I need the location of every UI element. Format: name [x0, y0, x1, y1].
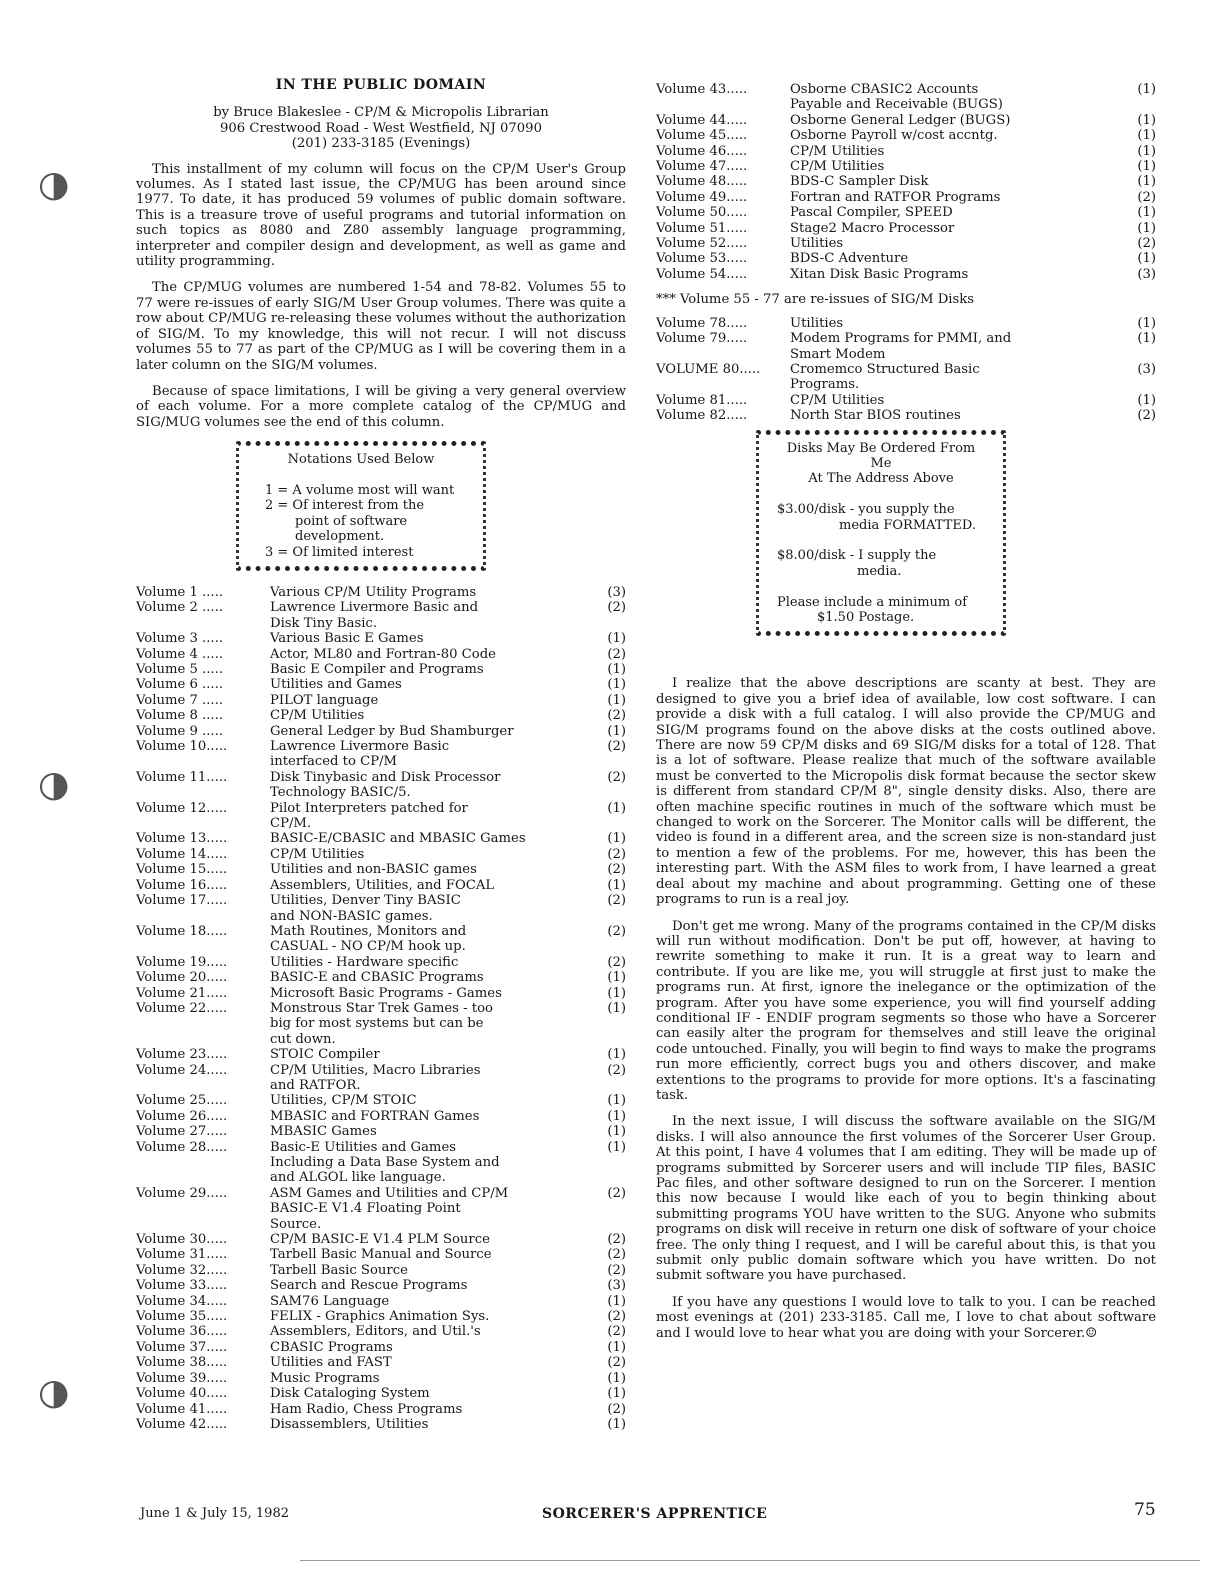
volume-rating: (2) [607, 1232, 626, 1248]
volume-description: CP/M Utilities [270, 846, 365, 862]
volume-rating: (1) [1137, 143, 1156, 159]
order-line: $8.00/disk - I supply the [777, 548, 937, 564]
volume-row [656, 128, 1156, 143]
volume-rating: (2) [607, 708, 626, 724]
notation-item: point of software [295, 513, 408, 529]
volume-label: Volume 29..... [136, 1185, 228, 1201]
volume-description: CP/M Utilities [790, 143, 885, 159]
volume-rating: (2) [1137, 236, 1156, 252]
byline-phone: (201) 233-3185 (Evenings) [291, 136, 471, 152]
order-line: $1.50 Postage. [817, 610, 915, 625]
volume-label: Volume 50..... [656, 205, 748, 221]
volume-rating: (1) [1137, 392, 1156, 408]
volume-label: Volume 53..... [656, 251, 748, 267]
volume-row [136, 1124, 626, 1139]
order-box [756, 430, 1006, 637]
volume-description: Modem Programs for PMMI, and Smart Modem [790, 331, 1012, 362]
volume-description: Actor, ML80 and Fortran-80 Code [270, 646, 496, 662]
volume-row [136, 585, 626, 600]
bottom-rule [300, 1560, 1200, 1561]
volume-row [136, 1386, 626, 1401]
volume-rating: (1) [607, 662, 626, 677]
volume-row [136, 1402, 626, 1417]
order-line: media FORMATTED. [839, 517, 977, 533]
volume-row [136, 1324, 626, 1339]
volume-row [656, 113, 1156, 128]
page-number: 75 [1134, 1500, 1156, 1520]
left-column [136, 78, 626, 1438]
volume-rating: (2) [607, 893, 626, 909]
volume-row [136, 1340, 626, 1355]
byline-author: by Bruce Blakeslee - CP/M & Micropolis Librarian [213, 105, 549, 121]
volume-rating: (2) [607, 1309, 626, 1325]
volume-rating: (1) [607, 677, 626, 693]
volume-list-left [136, 585, 626, 1432]
volume-label: Volume 38..... [136, 1355, 228, 1371]
volume-description: Utilities [790, 236, 844, 252]
volume-description: Utilities, Denver Tiny BASIC and NON-BASIC games. [270, 893, 461, 924]
volume-label: Volume 13..... [136, 831, 228, 847]
volume-description: Tarbell Basic Manual and Source [270, 1247, 492, 1263]
volume-description: ASM Games and Utilities and CP/M BASIC-E V1.4 Floating Point Source. [270, 1185, 509, 1232]
reissue-note: *** Volume 55 - 77 are re-issues of SIG/M Disks [656, 292, 975, 308]
volume-description: MBASIC and FORTRAN Games [270, 1108, 480, 1124]
volume-description: Osborne Payroll w/cost accntg. [790, 128, 998, 144]
volume-description: Xitan Disk Basic Programs [790, 266, 969, 282]
volume-rating: (2) [607, 646, 626, 662]
volume-row [136, 770, 626, 801]
order-line: Disks May Be Ordered From Me [786, 440, 980, 471]
volume-description: Basic-E Utilities and Games Including a Data Base System and and ALGOL like language. [270, 1139, 500, 1186]
volume-description: Stage2 Macro Processor [790, 220, 955, 236]
volume-description: Lawrence Livermore Basic and Disk Tiny Basic. [270, 600, 479, 631]
volume-description: Microsoft Basic Programs - Games [270, 985, 502, 1001]
volume-label: Volume 82..... [656, 408, 748, 424]
footer-date: June 1 & July 15, 1982 [140, 1506, 289, 1521]
notation-item: development. [295, 529, 385, 545]
volume-label: Volume 79..... [656, 331, 748, 347]
volume-rating: (1) [607, 631, 626, 647]
volume-label: Volume 10..... [136, 739, 228, 755]
volume-list-right [656, 82, 1156, 282]
volume-list-right-2 [656, 316, 1156, 424]
volume-label: Volume 9 ..... [136, 723, 224, 739]
volume-rating: (3) [607, 584, 626, 600]
volume-rating: (1) [607, 723, 626, 739]
closing-paragraph: Don't get me wrong. Many of the programs contained in the CP/M disks will run without modification. Don't be put off, however, at having to rewrite something to make it run. It is a great way to learn and contribute. If you are like me, you will struggle at first just to make the programs run. At first, ignore the inelegance or the optimization of the program. After you have some experience, you will find yourself adding conditional IF - ENDIF program segments so those who have a Sorcerer can easily alter the program for themselves and still leave the original code untouched. Finally, you will begin to find ways to make the programs run more efficiently, correct bugs you and others discover, and make extentions to the programs to provide for more options. It's a fascinating task. [656, 918, 1156, 1103]
volume-row [656, 393, 1156, 408]
volume-description: Utilities and Games [270, 677, 402, 693]
binder-hole-icon: ◑ [38, 1372, 70, 1413]
volume-label: Volume 19..... [136, 954, 228, 970]
volume-row [136, 970, 626, 985]
volume-label: Volume 42..... [136, 1416, 228, 1432]
volume-label: Volume 3 ..... [136, 631, 224, 647]
volume-rating: (1) [1137, 159, 1156, 175]
volume-rating: (3) [1137, 361, 1156, 377]
volume-label: Volume 54..... [656, 266, 748, 282]
volume-row [656, 236, 1156, 251]
volume-description: Basic E Compiler and Programs [270, 662, 484, 677]
volume-label: Volume 30..... [136, 1232, 228, 1248]
volume-label: Volume 6 ..... [136, 677, 224, 693]
volume-label: Volume 51..... [656, 220, 748, 236]
volume-row [136, 1001, 626, 1047]
volume-row [656, 362, 1156, 393]
volume-description: CP/M Utilities [790, 159, 885, 175]
volume-label: Volume 20..... [136, 970, 228, 986]
volume-row [136, 1047, 626, 1062]
volume-label: Volume 23..... [136, 1047, 228, 1063]
volume-label: Volume 81..... [656, 392, 748, 408]
volume-rating: (1) [1137, 82, 1156, 97]
volume-rating: (1) [607, 1093, 626, 1109]
volume-rating: (2) [607, 846, 626, 862]
volume-label: Volume 25..... [136, 1093, 228, 1109]
volume-row [136, 708, 626, 723]
binder-hole-icon: ◑ [38, 764, 70, 805]
volume-rating: (1) [607, 1000, 626, 1016]
volume-description: Tarbell Basic Source [270, 1262, 408, 1278]
volume-label: Volume 35..... [136, 1309, 228, 1325]
volume-rating: (2) [607, 769, 626, 785]
volume-row [136, 647, 626, 662]
volume-row [136, 724, 626, 739]
volume-label: VOLUME 80..... [656, 361, 761, 377]
volume-description: CP/M Utilities [790, 392, 885, 408]
volume-label: Volume 33..... [136, 1278, 228, 1294]
volume-row [656, 190, 1156, 205]
volume-description: Utilities and non-BASIC games [270, 862, 477, 878]
volume-rating: (3) [1137, 266, 1156, 282]
order-line: At The Address Above [808, 471, 954, 487]
volume-row [136, 1417, 626, 1432]
volume-rating: (1) [607, 1047, 626, 1063]
notation-item: 3 = Of limited interest [265, 544, 414, 560]
volume-row [136, 693, 626, 708]
volume-description: Osborne CBASIC2 Accounts Payable and Receivable (BUGS) [790, 82, 1003, 113]
volume-description: Disk Cataloging System [270, 1386, 430, 1402]
volume-label: Volume 40..... [136, 1386, 228, 1402]
volume-row [656, 408, 1156, 423]
volume-row [656, 205, 1156, 220]
volume-description: Disk Tinybasic and Disk Processor Technology BASIC/5. [270, 769, 501, 801]
volume-label: Volume 1 ..... [136, 584, 224, 600]
volume-row [136, 739, 626, 770]
volume-rating: (1) [1137, 251, 1156, 267]
volume-label: Volume 16..... [136, 877, 228, 893]
volume-rating: (2) [607, 954, 626, 970]
volume-label: Volume 5 ..... [136, 662, 224, 677]
volume-label: Volume 46..... [656, 143, 748, 159]
volume-label: Volume 39..... [136, 1370, 228, 1386]
volume-description: BDS-C Sampler Disk [790, 174, 929, 190]
volume-label: Volume 48..... [656, 174, 748, 190]
volume-description: Various Basic E Games [270, 631, 424, 647]
volume-label: Volume 14..... [136, 846, 228, 862]
volume-label: Volume 27..... [136, 1124, 228, 1140]
volume-label: Volume 17..... [136, 893, 228, 909]
volume-row [136, 1294, 626, 1309]
volume-row [656, 159, 1156, 174]
volume-row [136, 1309, 626, 1324]
volume-rating: (1) [1137, 331, 1156, 347]
volume-description: Search and Rescue Programs [270, 1278, 468, 1294]
volume-label: Volume 36..... [136, 1324, 228, 1340]
volume-row [136, 1355, 626, 1370]
volume-rating: (2) [607, 1247, 626, 1263]
volume-description: Lawrence Livermore Basic interfaced to CP/M [270, 739, 450, 770]
volume-row [656, 251, 1156, 266]
volume-row [136, 631, 626, 646]
volume-rating: (2) [607, 1185, 626, 1201]
order-line: Please include a minimum of [777, 594, 968, 610]
volume-description: Disassemblers, Utilities [270, 1416, 429, 1432]
intro-paragraph: The CP/MUG volumes are numbered 1-54 and 78-82. Volumes 55 to 77 were re-issues of early SIG/M User Group volumes. There was quite a row about CP/MUG re-releasing these volumes without the authorization of SIG/M. To my knowledge, this will not recur. I will not discuss volumes 55 to 77 as part of the CP/MUG as I will be covering them in a later column on the SIG/M volumes. [136, 280, 626, 373]
volume-label: Volume 41..... [136, 1401, 228, 1417]
volume-description: CP/M Utilities, Macro Libraries and RATFOR. [270, 1062, 481, 1093]
volume-rating: (2) [1137, 189, 1156, 205]
volume-row [136, 1263, 626, 1278]
volume-rating: (1) [607, 985, 626, 1001]
volume-row [136, 1186, 626, 1232]
volume-row [136, 1371, 626, 1386]
volume-label: Volume 26..... [136, 1108, 228, 1124]
volume-rating: (3) [607, 1278, 626, 1294]
volume-row [136, 847, 626, 862]
volume-row [136, 986, 626, 1001]
volume-rating: (1) [607, 970, 626, 986]
volume-rating: (1) [1137, 112, 1156, 128]
volume-row [656, 267, 1156, 282]
volume-rating: (1) [1137, 174, 1156, 190]
volume-description: Utilities, CP/M STOIC [270, 1093, 417, 1109]
volume-label: Volume 34..... [136, 1293, 228, 1309]
volume-rating: (2) [1137, 408, 1156, 424]
order-line: media. [857, 563, 902, 579]
volume-label: Volume 44..... [656, 112, 748, 128]
volume-label: Volume 7 ..... [136, 692, 224, 708]
notation-item: 2 = Of interest from the [265, 498, 425, 514]
volume-description: STOIC Compiler [270, 1047, 380, 1063]
volume-label: Volume 45..... [656, 128, 748, 144]
volume-label: Volume 18..... [136, 923, 228, 939]
volume-row [656, 82, 1156, 113]
volume-description: Pilot Interpreters patched for CP/M. [270, 800, 468, 832]
volume-label: Volume 28..... [136, 1139, 228, 1155]
volume-description: FELIX - Graphics Animation Sys. [270, 1309, 490, 1325]
volume-row [136, 1140, 626, 1186]
volume-rating: (1) [607, 877, 626, 893]
volume-description: Cromemco Structured Basic Programs. [790, 361, 980, 393]
closing-paragraph: I realize that the above descriptions are scanty at best. They are designed to give you a brief idea of available, low cost software. I can provide a disk with a full catalog. I will also provide the CP/MUG and SIG/M programs found on the above disks at the costs outlined above. There are now 59 CP/M disks and 69 SIG/M disks for a total of 128. That is a lot of software. Please realize that much of the software available must be converted to the Micropolis disk format because the sector skew is different from standard CP/M 8", single density disks. Also, there are often machine specific routines in much of the software which must be changed to work on the Sorcerer. The Monitor calls will be different, the video is found in a different area, and the screen size is non-standard just to mention a few of the problems. For me, however, this has been the interesting part. With the ASM files to work from, I have learned a great deal about my machine and about programming. Getting one of these programs to run is a real joy. [656, 676, 1156, 908]
volume-description: General Ledger by Bud Shamburger [270, 723, 514, 739]
volume-description: Monstrous Star Trek Games - too big for most systems but can be cut down. [270, 1000, 493, 1047]
volume-label: Volume 15..... [136, 862, 228, 878]
volume-description: Utilities - Hardware specific [270, 954, 459, 970]
notation-item: 1 = A volume most will want [265, 482, 455, 498]
volume-description: Music Programs [270, 1370, 380, 1386]
volume-label: Volume 22..... [136, 1000, 228, 1016]
volume-label: Volume 12..... [136, 800, 228, 816]
volume-row [656, 174, 1156, 189]
volume-description: CBASIC Programs [270, 1339, 393, 1355]
volume-rating: (1) [607, 1416, 626, 1432]
volume-description: Assemblers, Editors, and Util.'s [270, 1324, 481, 1340]
volume-description: Utilities and FAST [270, 1355, 392, 1371]
volume-rating: (1) [607, 1370, 626, 1386]
volume-rating: (1) [607, 1124, 626, 1140]
volume-rating: (1) [1137, 315, 1156, 331]
closing-paragraph: In the next issue, I will discuss the software available on the SIG/M disks. I will also announce the first volumes of the Sorcerer User Group. At this point, I have 4 volumes that I am editing. They will be made up of programs submitted by Sorcerer users and will include TIP files, BASIC Pac files, and other software designed to run on the Sorcerer. I mention this now because I would like each of you to begin thinking about submitting programs YOU have written to the SUG. Anyone who submits programs on disk will receive in return one disk of software of your choice free. The only thing I request, and I will be careful about this, is that you submit only public domain software which you have written. Do not submit software you have purchased. [656, 1114, 1156, 1284]
volume-row [136, 893, 626, 924]
volume-description: Various CP/M Utility Programs [270, 584, 477, 600]
volume-row [136, 677, 626, 692]
volume-rating: (2) [607, 923, 626, 939]
volume-label: Volume 43..... [656, 82, 748, 97]
volume-description: North Star BIOS routines [790, 408, 961, 424]
volume-description: BASIC-E and CBASIC Programs [270, 970, 484, 986]
volume-row [136, 1232, 626, 1247]
closing-paragraph: If you have any questions I would love to talk to you. I can be reached most evenings at (201) 233-3185. Call me, I love to chat about software and I would love to hear what you are doing with your Sorcerer.☺ [656, 1294, 1156, 1341]
volume-row [136, 1063, 626, 1094]
volume-rating: (2) [607, 862, 626, 878]
volume-row [136, 924, 626, 955]
volume-description: Utilities [790, 315, 844, 331]
byline-address: 906 Crestwood Road - West Westfield, NJ 07090 [220, 120, 542, 136]
volume-row [136, 1247, 626, 1262]
volume-row [136, 878, 626, 893]
volume-label: Volume 37..... [136, 1339, 228, 1355]
volume-rating: (1) [607, 692, 626, 708]
byline [136, 105, 626, 151]
volume-row [136, 862, 626, 877]
volume-row [136, 1109, 626, 1124]
volume-rating: (1) [1137, 205, 1156, 221]
volume-description: Ham Radio, Chess Programs [270, 1401, 463, 1417]
volume-description: BDS-C Adventure [790, 251, 909, 267]
volume-description: MBASIC Games [270, 1124, 377, 1140]
volume-rating: (1) [607, 1293, 626, 1309]
article-title: IN THE PUBLIC DOMAIN [275, 77, 487, 93]
volume-rating: (1) [607, 1108, 626, 1124]
volume-row [136, 662, 626, 677]
volume-label: Volume 11..... [136, 769, 228, 785]
volume-description: CP/M Utilities [270, 708, 365, 724]
volume-row [136, 1278, 626, 1293]
volume-label: Volume 52..... [656, 236, 748, 252]
volume-description: SAM76 Language [270, 1293, 390, 1309]
volume-rating: (2) [607, 739, 626, 755]
right-column [656, 82, 1156, 1352]
intro-paragraph: This installment of my column will focus on the CP/M User's Group volumes. As I stated last issue, the CP/MUG has been around since 1977. To date, it has produced 59 volumes of public domain software. This is a treasure trove of useful programs and tutorial information on such topics as 8080 and Z80 assembly language programming, interpreter and compiler design and development, as well as game and utility programming. [136, 161, 626, 270]
footer-publication: SORCERER'S APPRENTICE [542, 1506, 768, 1522]
volume-description: PILOT language [270, 692, 379, 708]
volume-row [136, 831, 626, 846]
volume-label: Volume 78..... [656, 315, 748, 331]
volume-rating: (1) [1137, 220, 1156, 236]
volume-description: BASIC-E/CBASIC and MBASIC Games [270, 831, 526, 847]
volume-label: Volume 49..... [656, 189, 748, 205]
volume-rating: (2) [607, 1355, 626, 1371]
volume-label: Volume 8 ..... [136, 708, 224, 724]
volume-description: Osborne General Ledger (BUGS) [790, 112, 1011, 128]
volume-label: Volume 47..... [656, 159, 748, 175]
intro-paragraph: Because of space limitations, I will be giving a very general overview of each volume. For a more complete catalog of the CP/MUG and SIG/MUG volumes see the end of this column. [136, 383, 626, 430]
volume-rating: (2) [607, 1262, 626, 1278]
volume-row [656, 316, 1156, 331]
volume-rating: (2) [607, 600, 626, 616]
volume-label: Volume 32..... [136, 1262, 228, 1278]
volume-label: Volume 24..... [136, 1062, 228, 1078]
volume-row [136, 600, 626, 631]
volume-rating: (1) [607, 1386, 626, 1402]
volume-description: Fortran and RATFOR Programs [790, 189, 1001, 205]
volume-description: CP/M BASIC-E V1.4 PLM Source [270, 1232, 490, 1248]
volume-rating: (1) [1137, 128, 1156, 144]
volume-rating: (2) [607, 1324, 626, 1340]
volume-description: Pascal Compiler, SPEED [790, 205, 953, 221]
volume-label: Volume 4 ..... [136, 646, 224, 662]
volume-row [656, 331, 1156, 362]
volume-row [656, 144, 1156, 159]
volume-rating: (2) [607, 1401, 626, 1417]
volume-rating: (2) [607, 1062, 626, 1078]
notations-box [236, 441, 486, 571]
volume-description: Assemblers, Utilities, and FOCAL [270, 877, 495, 893]
volume-row [136, 801, 626, 832]
order-line: $3.00/disk - you supply the [777, 502, 955, 518]
volume-label: Volume 2 ..... [136, 600, 224, 616]
volume-label: Volume 21..... [136, 985, 228, 1001]
volume-description: Math Routines, Monitors and CASUAL - NO CP/M hook up. [270, 923, 467, 955]
volume-rating: (1) [607, 831, 626, 847]
volume-rating: (1) [607, 1139, 626, 1155]
volume-rating: (1) [607, 800, 626, 816]
volume-row [656, 221, 1156, 236]
volume-label: Volume 31..... [136, 1247, 228, 1263]
volume-row [136, 1093, 626, 1108]
volume-rating: (1) [607, 1339, 626, 1355]
volume-row [136, 955, 626, 970]
notations-heading: Notations Used Below [287, 452, 435, 468]
binder-hole-icon: ◑ [38, 164, 70, 205]
